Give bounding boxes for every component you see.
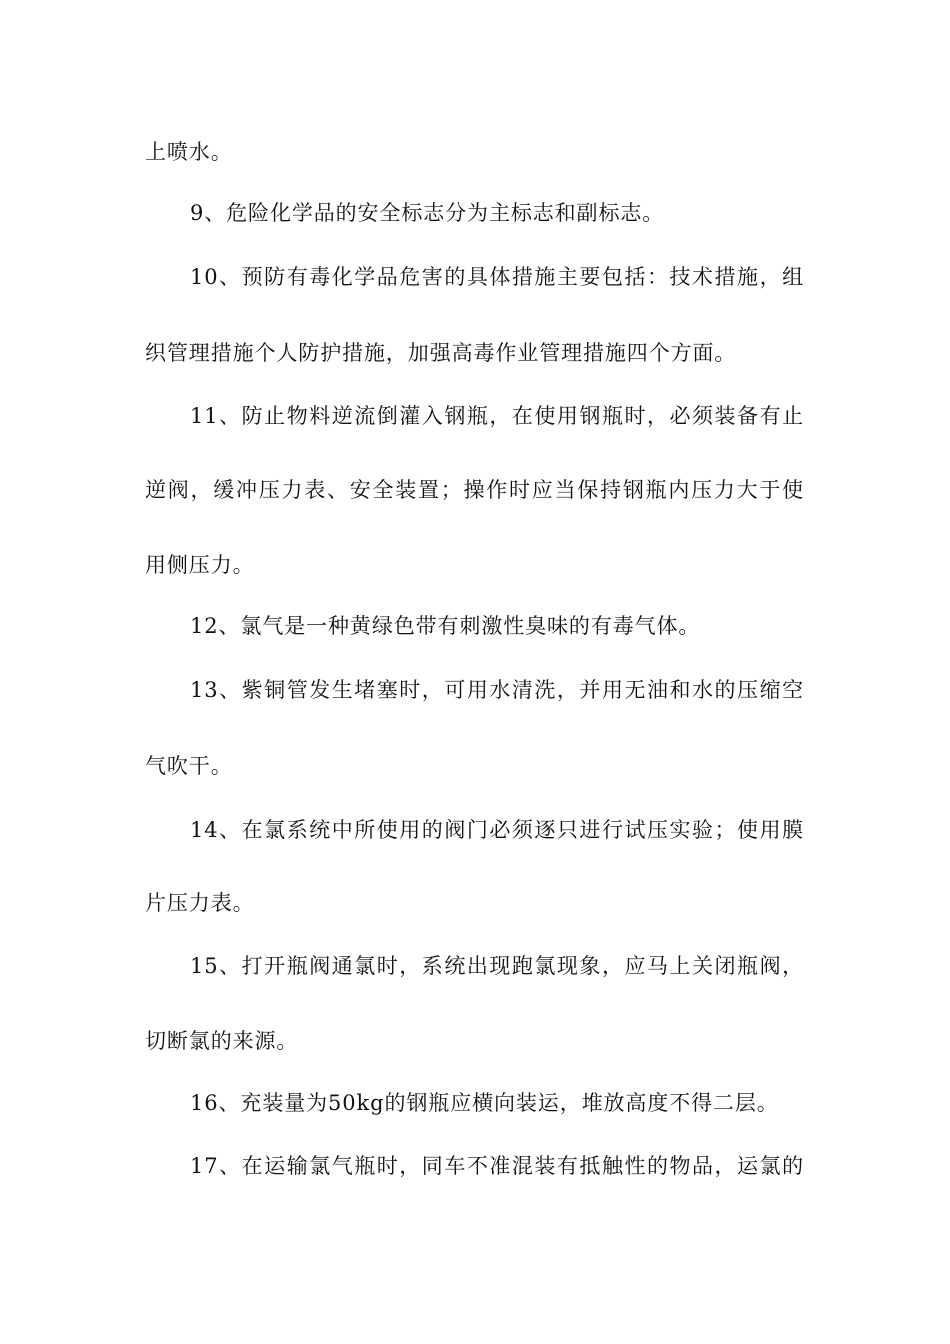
text-line: 14、在氯系统中所使用的阀门必须逐只进行试压实验；使用膜 xyxy=(190,818,804,842)
text-line: 10、预防有毒化学品危害的具体措施主要包括：技术措施，组 xyxy=(190,265,804,289)
text-line: 9、危险化学品的安全标志分为主标志和副标志。 xyxy=(190,201,665,225)
text-line: 气吹干。 xyxy=(145,754,233,778)
text-line: 17、在运输氯气瓶时，同车不准混装有抵触性的物品，运氯的 xyxy=(190,1154,804,1178)
text-line: 13、紫铜管发生堵塞时，可用水清洗，并用无油和水的压缩空 xyxy=(190,678,804,702)
text-line: 16、充装量为50kg的钢瓶应横向装运，堆放高度不得二层。 xyxy=(190,1091,779,1115)
text-line: 12、氯气是一种黄绿色带有刺激性臭味的有毒气体。 xyxy=(190,614,701,638)
text-line: 上喷水。 xyxy=(145,140,233,164)
text-line: 片压力表。 xyxy=(145,891,255,915)
text-line: 织管理措施个人防护措施，加强高毒作业管理措施四个方面。 xyxy=(145,341,737,365)
text-line: 15、打开瓶阀通氯时，系统出现跑氯现象，应马上关闭瓶阀， xyxy=(190,954,804,978)
text-line: 用侧压力。 xyxy=(145,553,255,577)
text-line: 切断氯的来源。 xyxy=(145,1029,299,1053)
text-line: 11、防止物料逆流倒灌入钢瓶，在使用钢瓶时，必须装备有止 xyxy=(190,404,804,428)
text-line: 逆阀，缓冲压力表、安全装置；操作时应当保持钢瓶内压力大于使 xyxy=(145,478,804,502)
